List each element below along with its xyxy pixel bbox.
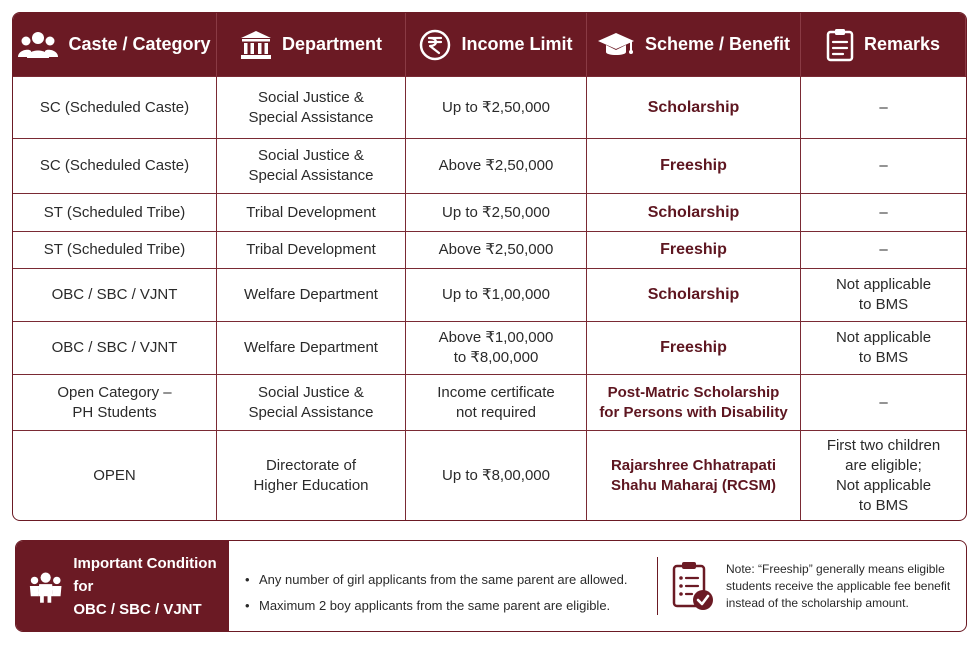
header-department	[217, 13, 406, 76]
header-scheme-benefit	[587, 13, 801, 76]
category-cell: Open Category – PH Students	[13, 374, 217, 430]
building-icon	[240, 30, 272, 60]
condition-item: • Maximum 2 boy applicants from the same parent are eligible.	[245, 593, 657, 619]
important-condition-panel	[15, 540, 967, 632]
graduation-cap-icon	[597, 31, 635, 59]
header-caste-category	[13, 13, 217, 76]
header-label: Income Limit	[461, 34, 573, 54]
remarks-cell: –	[801, 231, 966, 268]
category-cell: OBC / SBC / VJNT	[13, 321, 217, 374]
department-cell: Social Justice & Special Assistance	[217, 374, 406, 430]
income-cell: Income certificate not required	[406, 374, 587, 430]
condition-header	[16, 541, 229, 631]
remarks-cell: Not applicable to BMS	[801, 321, 966, 374]
department-cell: Tribal Development	[217, 231, 406, 268]
remarks-cell: –	[801, 374, 966, 430]
header-label: Scheme / Benefit	[644, 34, 791, 54]
condition-list	[229, 541, 657, 631]
benefit-cell: Scholarship	[587, 268, 801, 321]
category-cell: SC (Scheduled Caste)	[13, 76, 217, 138]
header-remarks	[801, 13, 966, 76]
department-cell: Directorate of Higher Education	[217, 430, 406, 520]
benefit-cell: Scholarship	[587, 193, 801, 231]
department-cell: Social Justice & Special Assistance	[217, 138, 406, 193]
rupee-icon	[419, 29, 451, 61]
condition-item: • Any number of girl applicants from the same parent are allowed.	[245, 567, 657, 593]
category-cell: ST (Scheduled Tribe)	[13, 193, 217, 231]
income-cell: Above ₹2,50,000	[406, 231, 587, 268]
department-cell: Welfare Department	[217, 268, 406, 321]
category-cell: OPEN	[13, 430, 217, 520]
category-cell: OBC / SBC / VJNT	[13, 268, 217, 321]
income-cell: Up to ₹8,00,000	[406, 430, 587, 520]
remarks-cell: –	[801, 138, 966, 193]
people-icon	[18, 30, 58, 60]
note-text: Note: “Freeship” generally means eligible students receive the applicable fee benefit instead of the scholarship amount.	[726, 561, 951, 610]
benefit-cell: Freeship	[587, 231, 801, 268]
remarks-cell: –	[801, 76, 966, 138]
header-label: Department	[281, 34, 383, 54]
income-cell: Up to ₹2,50,000	[406, 76, 587, 138]
clipboard-icon	[826, 28, 854, 62]
category-cell: ST (Scheduled Tribe)	[13, 231, 217, 268]
income-cell: Above ₹2,50,000	[406, 138, 587, 193]
income-cell: Up to ₹1,00,000	[406, 268, 587, 321]
category-cell: SC (Scheduled Caste)	[13, 138, 217, 193]
remarks-cell: Not applicable to BMS	[801, 268, 966, 321]
income-cell: Up to ₹2,50,000	[406, 193, 587, 231]
department-cell: Social Justice & Special Assistance	[217, 76, 406, 138]
condition-title: Important Condition for OBC / SBC / VJNT	[73, 554, 217, 618]
clipboard-check-icon	[672, 560, 714, 612]
eligibility-table	[12, 12, 967, 521]
header-label: Remarks	[863, 34, 941, 54]
table-grid	[13, 13, 966, 520]
remarks-cell: –	[801, 193, 966, 231]
benefit-cell: Freeship	[587, 321, 801, 374]
benefit-cell: Scholarship	[587, 76, 801, 138]
remarks-cell: First two children are eligible; Not applicable to BMS	[801, 430, 966, 520]
people-icon	[28, 567, 63, 605]
benefit-cell: Rajarshree Chhatrapati Shahu Maharaj (RCSM)	[587, 430, 801, 520]
header-income-limit	[406, 13, 587, 76]
benefit-cell: Freeship	[587, 138, 801, 193]
note	[658, 541, 958, 631]
income-cell: Above ₹1,00,000 to ₹8,00,000	[406, 321, 587, 374]
department-cell: Welfare Department	[217, 321, 406, 374]
header-label: Caste / Category	[68, 34, 211, 54]
benefit-cell: Post-Matric Scholarship for Persons with Disability	[587, 374, 801, 430]
department-cell: Tribal Development	[217, 193, 406, 231]
